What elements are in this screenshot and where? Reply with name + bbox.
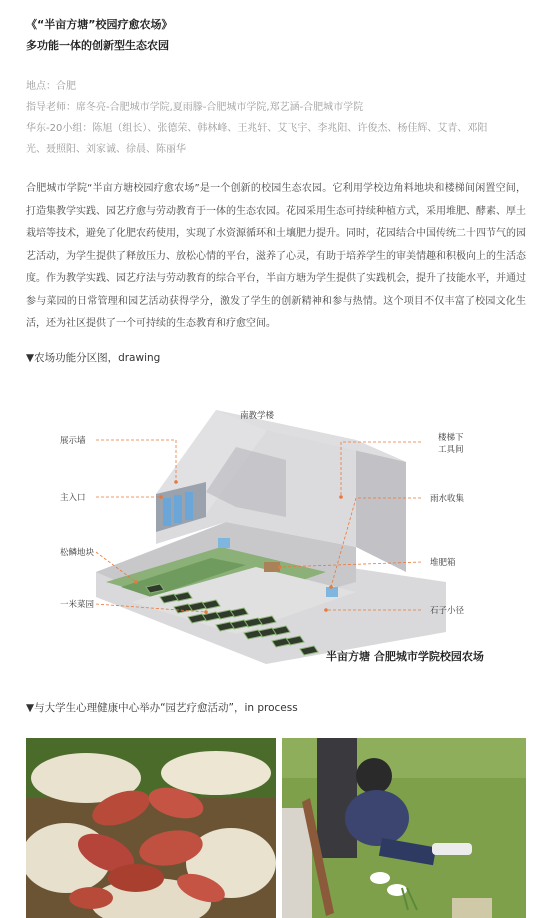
compost-box	[264, 562, 280, 572]
building-label: 南教学楼	[240, 411, 275, 421]
rain-tank-right	[326, 587, 338, 597]
label-main-entrance: 主入口	[60, 493, 86, 503]
group-line-1: 华东-20小组：陈旭（组长）、张德荣、韩林峰、王兆轩、艾飞宇、李兆阳、许俊杰、杨佳辉、艾青、邓阳	[26, 123, 488, 134]
photo-harvest-hands	[26, 738, 276, 918]
diagram-footer: 半亩方塘 合肥城市学院校园农场	[326, 650, 484, 663]
entrance-glass-1	[163, 498, 171, 526]
group-line-2: 光、聂照阳、刘家诚、徐晨、陈丽华	[26, 144, 186, 155]
rain-tank-left	[218, 538, 230, 548]
entrance-glass-2	[174, 495, 182, 523]
advisors-line: 指导老师：席冬亮-合肥城市学院,夏雨滕-合肥城市学院,郑艺涵-合肥城市学院	[26, 102, 364, 113]
farm-zoning-diagram	[26, 382, 526, 672]
label-gravel-path: 石子小径	[430, 606, 465, 616]
label-compost: 堆肥箱	[430, 558, 456, 568]
label-tool-room-1: 楼梯下	[438, 433, 464, 443]
label-pine-plot: 松鳞地块	[60, 548, 95, 558]
location-line: 地点：合肥	[26, 81, 76, 92]
activity-caption: ▼与大学生心理健康中心举办“园艺疗愈活动”，in process	[26, 702, 298, 714]
body-paragraph: 合肥城市学院“半亩方塘校园疗愈农场”是一个创新的校园生态农园。它利用学校边角料地块和楼梯间闲置空间，打造集教学实践、园艺疗愈与劳动教育于一体的生态农园。花园采用生态可持续种植方式，采用堆肥、酵素、厚土栽培等技术，避免了化肥农药使用，实现了水资源循环和土壤肥力提升。同时，花园结合中国传统二十四节气的园艺活动，为学生提供了释放压力、放松心情的平台，滋养了心灵，有助于培养学生的审美情趣和积极向上的生活态度。作为教学实践、园艺疗法与劳动教育的综合平台，半亩方塘为学生提供了实践机会，提升了技能水平，并通过参与菜园的日常管理和园艺活动获得学分，激发了学生的创新精神和参与热情。这个项目不仅丰富了校园文化生活，还为社区提供了一个可持续的生态教育和疗愈空间。	[26, 183, 526, 329]
entrance-glass-3	[185, 492, 193, 520]
photo-student-planting	[282, 738, 526, 918]
label-veg-garden: 一米菜园	[60, 600, 95, 610]
label-tool-room-2: 工具间	[438, 445, 464, 455]
label-display-wall: 展示墙	[60, 436, 86, 446]
label-rain-collection: 雨水收集	[430, 494, 465, 504]
article-title: 《“半亩方塘”校园疗愈农场》	[26, 18, 173, 31]
diagram-caption: ▼农场功能分区图，drawing	[26, 352, 161, 364]
article-subtitle: 多功能一体的创新型生态农园	[26, 39, 169, 52]
